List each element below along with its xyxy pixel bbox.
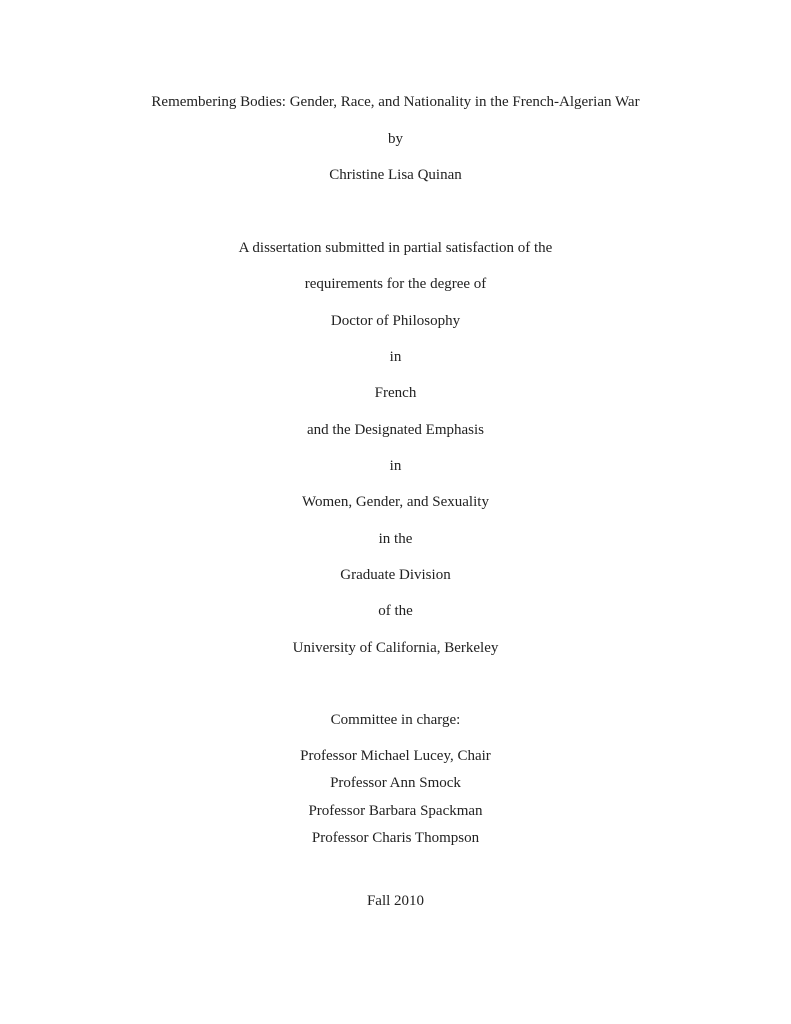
division-name: Graduate Division: [340, 567, 451, 583]
committee-member: Professor Ann Smock: [330, 775, 461, 791]
statement-line-in-2: in: [389, 458, 402, 474]
submission-date: Fall 2010: [366, 893, 425, 909]
designated-emphasis-line: and the Designated Emphasis: [306, 422, 485, 438]
statement-line-in: in: [389, 349, 402, 365]
statement-line-of-the: of the: [378, 603, 413, 619]
department-name: French: [374, 385, 417, 401]
statement-line-2: requirements for the degree of: [304, 276, 487, 292]
committee-heading: Committee in charge:: [330, 712, 461, 728]
committee-member-chair: Professor Michael Lucey, Chair: [300, 748, 491, 764]
university-name: University of California, Berkeley: [292, 640, 499, 656]
degree-name: Doctor of Philosophy: [330, 313, 461, 329]
emphasis-name: Women, Gender, and Sexuality: [302, 494, 489, 510]
dissertation-title: Remembering Bodies: Gender, Race, and Nationality in the French-Algerian War: [151, 94, 640, 110]
by-line: by: [388, 131, 403, 147]
statement-line-1: A dissertation submitted in partial satisfaction of the: [238, 240, 553, 256]
author-name: Christine Lisa Quinan: [329, 167, 462, 183]
committee-member: Professor Charis Thompson: [311, 830, 480, 846]
statement-line-in-the: in the: [378, 531, 413, 547]
committee-member: Professor Barbara Spackman: [308, 803, 483, 819]
